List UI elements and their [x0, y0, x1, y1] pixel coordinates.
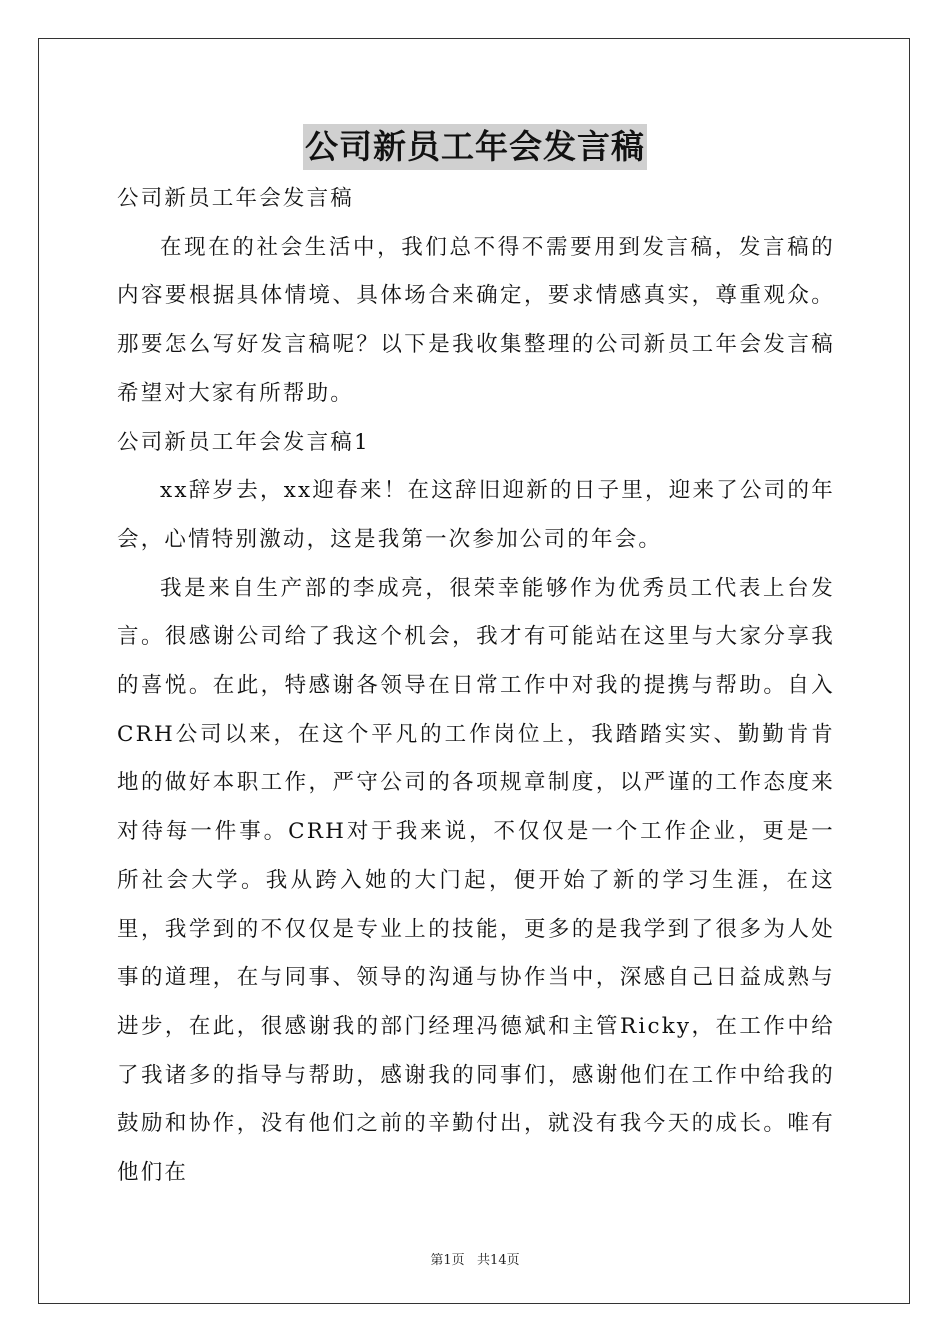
page-footer: [0, 1249, 950, 1268]
section-heading: 公司新员工年会发言稿1: [117, 429, 370, 455]
page-number: 第1页 共14页: [430, 1253, 520, 1268]
document-subtitle: 公司新员工年会发言稿: [117, 186, 355, 211]
document-body: [117, 175, 835, 1198]
body-paragraph-2: 我是来自生产部的李成亮，很荣幸能够作为优秀员工代表上台发言。很感谢公司给了我这个机会，我才有可能站在这里与大家分享我的喜悦。在此，特感谢各领导在日常工作中对我的提携与帮助。自入CRH公司以来，在这个平凡的工作岗位上，我踏踏实实、勤勤肯肯地的做好本职工作，严守公司的各项规章制度，以严谨的工作态度来对待每一件事。CRH对于我来说，不仅仅是一个工作企业，更是一所社会大学。我从跨入她的大门起，便开始了新的学习生涯，在这里，我学到的不仅仅是专业上的技能，更多的是我学到了很多为人处事的道理，在与同事、领导的沟通与协作当中，深感自己日益成熟与进步，在此，很感谢我的部门经理冯德斌和主管Ricky，在工作中给了我诸多的指导与帮助，感谢我的同事们，感谢他们在工作中给我的鼓励和协作，没有他们之前的辛勤付出，就没有我今天的成长。唯有他们在: [117, 575, 835, 1186]
document-title: 公司新员工年会发言稿: [303, 124, 647, 170]
body-paragraph-1: xx辞岁去，xx迎春来！在这辞旧迎新的日子里，迎来了公司的年会，心情特别激动，这是我第一次参加公司的年会。: [117, 478, 835, 552]
title-container: [0, 124, 950, 170]
intro-paragraph: 在现在的社会生活中，我们总不得不需要用到发言稿，发言稿的内容要根据具体情境、具体场合来确定，要求情感真实，尊重观众。那要怎么写好发言稿呢？以下是我收集整理的公司新员工年会发言稿希望对大家有所帮助。: [117, 234, 835, 406]
